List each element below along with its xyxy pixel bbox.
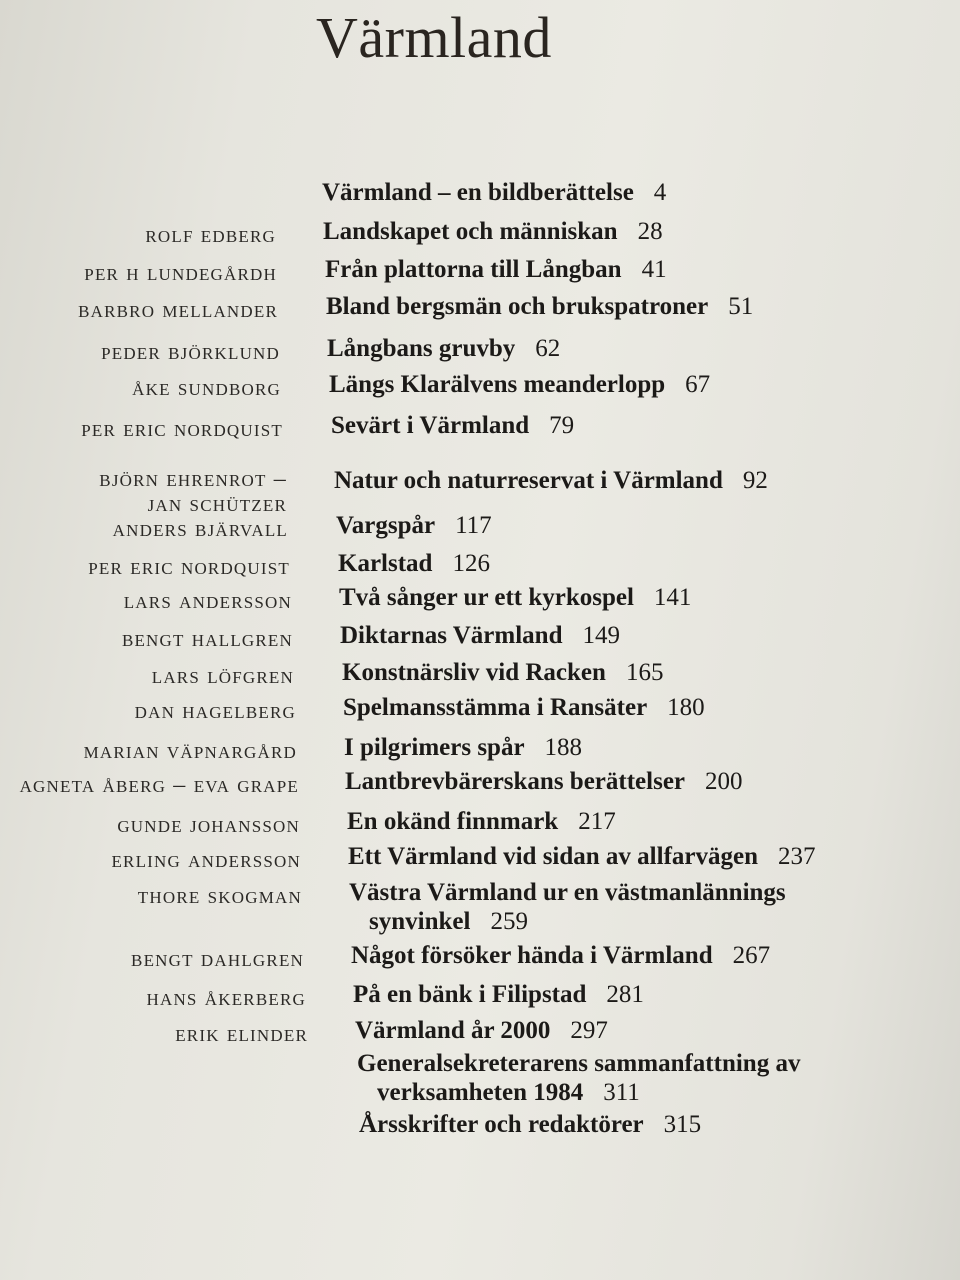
toc-author (84, 739, 297, 764)
toc-page-number: 4 (653, 179, 667, 206)
toc-author-line: per eric nordquist (81, 416, 283, 442)
toc-title (342, 658, 663, 687)
toc-title-text: Sevärt i Värmland (331, 412, 530, 439)
toc-title (347, 807, 616, 836)
toc-title (325, 255, 667, 284)
toc-author (99, 467, 287, 517)
toc-title-text: I pilgrimers spår (344, 734, 525, 761)
toc-page-number: 51 (728, 293, 754, 320)
toc-title-line (340, 621, 620, 650)
toc-author-line: lars löfgren (151, 663, 294, 689)
toc-author (81, 417, 283, 442)
toc-title (348, 842, 816, 871)
toc-title-line (327, 334, 560, 363)
toc-title (343, 693, 705, 722)
toc-title-line (342, 658, 663, 687)
toc-author (152, 664, 294, 689)
toc-author-line: barbro mellander (78, 297, 278, 323)
toc-title (339, 583, 691, 612)
toc-author-line: hans åkerberg (146, 985, 306, 1011)
toc-title-line (359, 1110, 701, 1139)
toc-title (357, 1049, 800, 1107)
toc-author (131, 947, 304, 972)
toc-title-text: På en bänk i Filipstad (353, 981, 587, 1008)
toc-title (334, 466, 768, 495)
toc-page-number: 217 (578, 808, 616, 835)
toc-title (329, 370, 710, 399)
toc-title (351, 941, 770, 970)
toc-title-line (347, 807, 616, 836)
toc-title-line (329, 370, 710, 399)
toc-page-number: 79 (549, 412, 575, 439)
toc-page-number: 117 (455, 512, 492, 539)
toc-author (122, 627, 293, 652)
toc-title-line (344, 733, 582, 762)
toc-author-line: erik elinder (175, 1021, 308, 1047)
toc-title-line (336, 511, 492, 540)
toc-title-text: Spelmansstämma i Ransäter (343, 694, 648, 721)
toc-author (20, 773, 299, 798)
toc-title-text: Värmland – en bildberättelse (322, 179, 634, 206)
toc-page-number: 126 (452, 550, 490, 577)
toc-title-line (323, 217, 663, 246)
toc-title-text: Karlstad (338, 550, 433, 577)
toc-title-text: Konstnärsliv vid Racken (342, 659, 606, 686)
toc-author (84, 261, 277, 286)
toc-page-number: 315 (663, 1111, 702, 1138)
toc-title (355, 1016, 608, 1045)
toc-author (117, 813, 300, 838)
toc-author-line: peder björklund (101, 339, 280, 365)
toc-author-line: bengt hallgren (121, 626, 293, 652)
toc-author (78, 298, 278, 323)
toc-title (359, 1110, 701, 1139)
toc-page-number: 67 (685, 371, 711, 398)
toc-author-line: per h lundegårdh (84, 260, 277, 286)
toc-page-number: 267 (732, 942, 771, 969)
toc-page-number: 92 (742, 467, 768, 494)
toc-title (326, 292, 753, 321)
toc-page-number: 28 (637, 218, 663, 245)
toc-author (175, 1022, 308, 1047)
toc-title-line (345, 767, 743, 796)
toc-title-line (349, 878, 786, 907)
toc-title-line (348, 842, 816, 871)
toc-title-text: Ett Värmland vid sidan av allfarvägen (348, 843, 758, 870)
toc-author-line: thore skogman (137, 883, 302, 909)
toc-title-text: Årsskrifter och redaktörer (359, 1111, 644, 1138)
toc-title-line (325, 255, 667, 284)
toc-title-text: Från plattorna till Långban (325, 256, 622, 283)
toc-title-line (326, 292, 753, 321)
toc-title-text: Två sånger ur ett kyrkospel (339, 584, 634, 611)
toc-author (113, 517, 288, 542)
toc-page-number: 259 (490, 908, 528, 935)
toc-title-text: Vargspår (336, 512, 436, 539)
toc-title-text: Långbans gruvby (327, 335, 516, 362)
toc-page-number: 62 (535, 335, 561, 362)
toc-page-number: 297 (570, 1017, 608, 1044)
toc-author-line: anders bjärvall (112, 516, 288, 542)
toc-author-line: jan schützer (147, 491, 287, 517)
toc-page-number: 237 (778, 843, 816, 870)
toc-title-text: Landskapet och människan (323, 218, 618, 245)
toc-author-line: björn ehrenrot – (99, 466, 287, 492)
toc-title (322, 178, 666, 207)
toc-title (327, 334, 560, 363)
toc-title (323, 217, 663, 246)
toc-author-line: rolf edberg (145, 222, 276, 248)
toc-author (135, 699, 296, 724)
toc-title (340, 621, 620, 650)
toc-author-line: gunde johansson (117, 812, 300, 838)
toc-title-text: verksamheten 1984 (377, 1079, 584, 1106)
toc-author (111, 848, 301, 873)
toc-title-text: Värmland år 2000 (355, 1017, 551, 1044)
toc-page-number: 149 (582, 622, 620, 649)
page-title: Värmland (316, 5, 552, 70)
toc-title-text: Västra Värmland ur en västmanlännings (349, 879, 786, 906)
toc-author-line: erling andersson (111, 847, 301, 873)
toc-title-line (353, 980, 644, 1009)
toc-page-number: 281 (606, 981, 644, 1008)
toc-title-text: Diktarnas Värmland (340, 622, 563, 649)
toc-title-text: Natur och naturreservat i Värmland (334, 467, 723, 494)
toc-title (345, 767, 743, 796)
toc-title (331, 411, 574, 440)
toc-page-number: 165 (625, 659, 664, 686)
toc-page-number: 188 (544, 734, 583, 761)
toc-title-line (357, 1049, 800, 1078)
toc-page-number: 200 (705, 768, 743, 795)
toc-title-line (334, 466, 768, 495)
toc-title-line (355, 1016, 608, 1045)
toc-title-line (338, 549, 490, 578)
toc-title-line (343, 693, 705, 722)
toc-page-number: 180 (667, 694, 705, 721)
toc-title (344, 733, 582, 762)
toc-title-line (349, 907, 786, 936)
toc-title-line (331, 411, 574, 440)
toc-title-text: Något försöker hända i Värmland (351, 942, 713, 969)
toc-author-line: marian väpnargård (83, 738, 297, 764)
toc-title-line (351, 941, 770, 970)
toc-title-text: synvinkel (369, 908, 471, 935)
toc-title (353, 980, 644, 1009)
toc-author-line: bengt dahlgren (131, 946, 304, 972)
toc-title-text: Generalsekreterarens sammanfattning av (357, 1050, 801, 1077)
toc-author-line: per eric nordquist (88, 554, 290, 580)
toc-author (124, 589, 292, 614)
toc-title-line (357, 1078, 800, 1107)
toc-author (138, 884, 302, 909)
toc-author-line: åke sundborg (132, 375, 281, 401)
toc-author (146, 986, 306, 1011)
toc-author-line: dan hagelberg (134, 698, 296, 724)
toc-title (336, 511, 492, 540)
toc-author (145, 223, 276, 248)
toc-page-number: 311 (603, 1079, 640, 1106)
toc-title-text: Lantbrevbärerskans berättelser (345, 768, 686, 795)
toc-title-text: En okänd finnmark (347, 808, 559, 835)
toc-page-number: 41 (641, 256, 667, 283)
toc-title (338, 549, 490, 578)
toc-title-line (322, 178, 666, 207)
toc-author (88, 555, 290, 580)
toc-author (132, 376, 281, 401)
toc-title-line (339, 583, 691, 612)
toc-author-line: lars andersson (123, 588, 292, 614)
toc-author (101, 340, 280, 365)
toc-title-text: Bland bergsmän och brukspatroner (326, 293, 709, 320)
toc-page-number: 141 (653, 584, 692, 611)
toc-title-text: Längs Klarälvens meanderlopp (329, 371, 666, 398)
toc-author-line: agneta åberg – eva grape (19, 772, 299, 798)
toc-title (349, 878, 786, 936)
